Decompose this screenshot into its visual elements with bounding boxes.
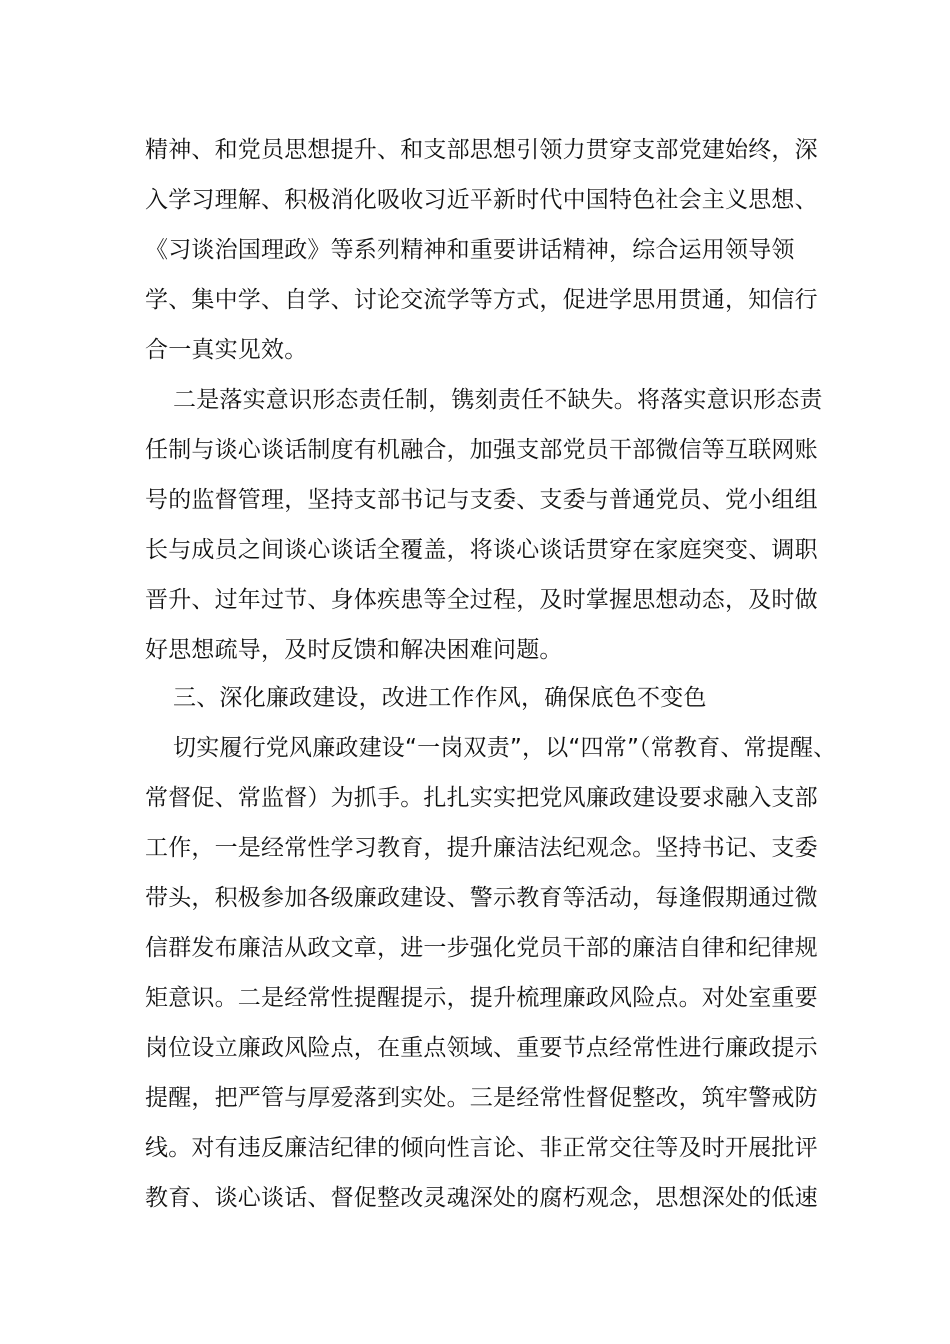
text-line: 《习谈治国理政》等系列精神和重要讲话精神，综合运用领导领: [145, 237, 795, 263]
paragraph-first-line: 切实履行党风廉政建设“一岗双责”，以“四常”（常教育、常提醒、: [173, 735, 837, 761]
text-line: 线。对有违反廉洁纪律的倾向性言论、非正常交往等及时开展批评: [145, 1135, 818, 1161]
text-line: 常督促、常监督）为抓手。扎扎实实把党风廉政建设要求融入支部: [145, 785, 818, 811]
text-line: 工作，一是经常性学习教育，提升廉洁法纪观念。坚持书记、支委: [145, 835, 818, 861]
text-line: 长与成员之间谈心谈话全覆盖，将谈心谈话贯穿在家庭突变、调职: [145, 537, 818, 563]
paragraph-first-line: 二是落实意识形态责任制，镌刻责任不缺失。将落实意识形态责: [173, 387, 823, 413]
section-heading: 三、深化廉政建设，改进工作作风，确保底色不变色: [173, 685, 707, 711]
text-line: 号的监督管理，坚持支部书记与支委、支委与普通党员、党小组组: [145, 487, 818, 513]
text-line: 入学习理解、积极消化吸收习近平新时代中国特色社会主义思想、: [145, 187, 818, 213]
text-line: 矩意识。二是经常性提醒提示，提升梳理廉政风险点。对处室重要: [145, 985, 818, 1011]
text-line: 晋升、过年过节、身体疾患等全过程，及时掌握思想动态，及时做: [145, 587, 818, 613]
text-line: 岗位设立廉政风险点，在重点领域、重要节点经常性进行廉政提示: [145, 1035, 818, 1061]
text-line: 信群发布廉洁从政文章，进一步强化党员干部的廉洁自律和纪律规: [145, 935, 818, 961]
text-line: 任制与谈心谈话制度有机融合，加强支部党员干部微信等互联网账: [145, 437, 818, 463]
text-line: 精神、和党员思想提升、和支部思想引领力贯穿支部党建始终，深: [145, 137, 818, 163]
text-line: 教育、谈心谈话、督促整改灵魂深处的腐朽观念，思想深处的低速: [145, 1185, 818, 1211]
text-line: 带头，积极参加各级廉政建设、警示教育等活动，每逢假期通过微: [145, 885, 818, 911]
text-line: 好思想疏导，及时反馈和解决困难问题。: [145, 637, 563, 663]
text-line: 合一真实见效。: [145, 337, 308, 363]
text-line: 学、集中学、自学、讨论交流学等方式，促进学思用贯通，知信行: [145, 287, 818, 313]
text-line: 提醒，把严管与厚爱落到实处。三是经常性督促整改，筑牢警戒防: [145, 1085, 818, 1111]
